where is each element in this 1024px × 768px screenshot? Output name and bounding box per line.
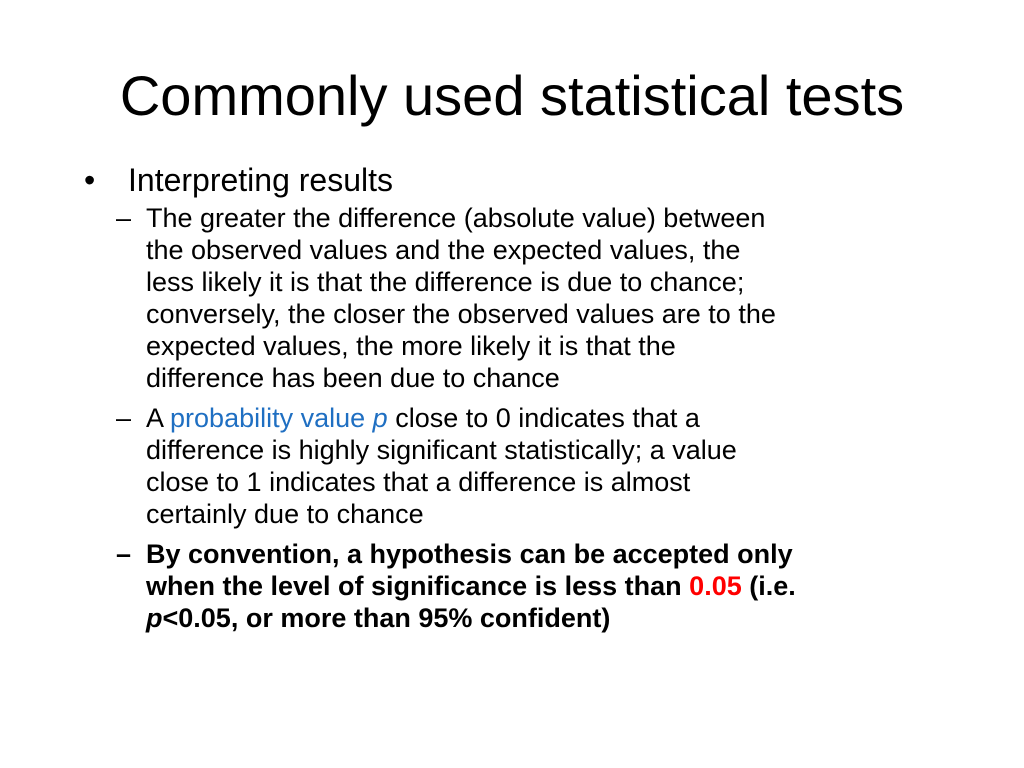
text-line bbox=[146, 570, 986, 602]
bullet-text: Interpreting results bbox=[128, 162, 394, 198]
text-line: The greater the difference (absolute value) between bbox=[146, 203, 766, 233]
text-prefix: when the level of significance is less than bbox=[146, 571, 690, 601]
text-line: the observed values and the expected values, the bbox=[146, 235, 741, 265]
sub-item-probability bbox=[0, 402, 1024, 530]
text-rest: <0.05, or more than 95% confident) bbox=[162, 603, 611, 633]
dash-icon: – bbox=[116, 403, 132, 433]
text-line: less likely it is that the difference is due to chance; bbox=[146, 267, 745, 297]
bullet-item-interpreting-results bbox=[0, 158, 1024, 202]
text-line: By convention, a hypothesis can be accepted only bbox=[146, 539, 793, 569]
p-symbol: p bbox=[146, 603, 163, 633]
slide-content bbox=[0, 158, 1024, 642]
sub-item-convention bbox=[0, 538, 1024, 634]
sub-item-text bbox=[146, 538, 986, 634]
p-symbol: p bbox=[372, 403, 388, 433]
sub-item-difference bbox=[0, 202, 1024, 394]
dash-icon: – bbox=[116, 539, 132, 569]
text-line: difference has been due to chance bbox=[146, 363, 560, 393]
text-line bbox=[146, 602, 986, 634]
probability-value-link[interactable] bbox=[170, 403, 388, 433]
text-line bbox=[146, 402, 986, 434]
text-prefix: A bbox=[146, 403, 171, 433]
text-line: certainly due to chance bbox=[146, 499, 424, 529]
text-line: expected values, the more likely it is that the bbox=[146, 331, 676, 361]
text-suffix: (i.e. bbox=[741, 571, 796, 601]
sub-item-text bbox=[146, 202, 986, 394]
slide-title: Commonly used statistical tests bbox=[119, 64, 905, 127]
bullet-icon: • bbox=[84, 162, 96, 198]
text-line: close to 1 indicates that a difference is almost bbox=[146, 467, 691, 497]
sub-item-text bbox=[146, 402, 986, 530]
text-line: conversely, the closer the observed values are to the bbox=[146, 299, 776, 329]
text-suffix: close to 0 indicates that a bbox=[387, 403, 700, 433]
link-text: probability value bbox=[170, 403, 373, 433]
text-line: difference is highly significant statistically; a value bbox=[146, 435, 737, 465]
dash-icon: – bbox=[116, 203, 132, 233]
significance-value: 0.05 bbox=[689, 571, 742, 601]
